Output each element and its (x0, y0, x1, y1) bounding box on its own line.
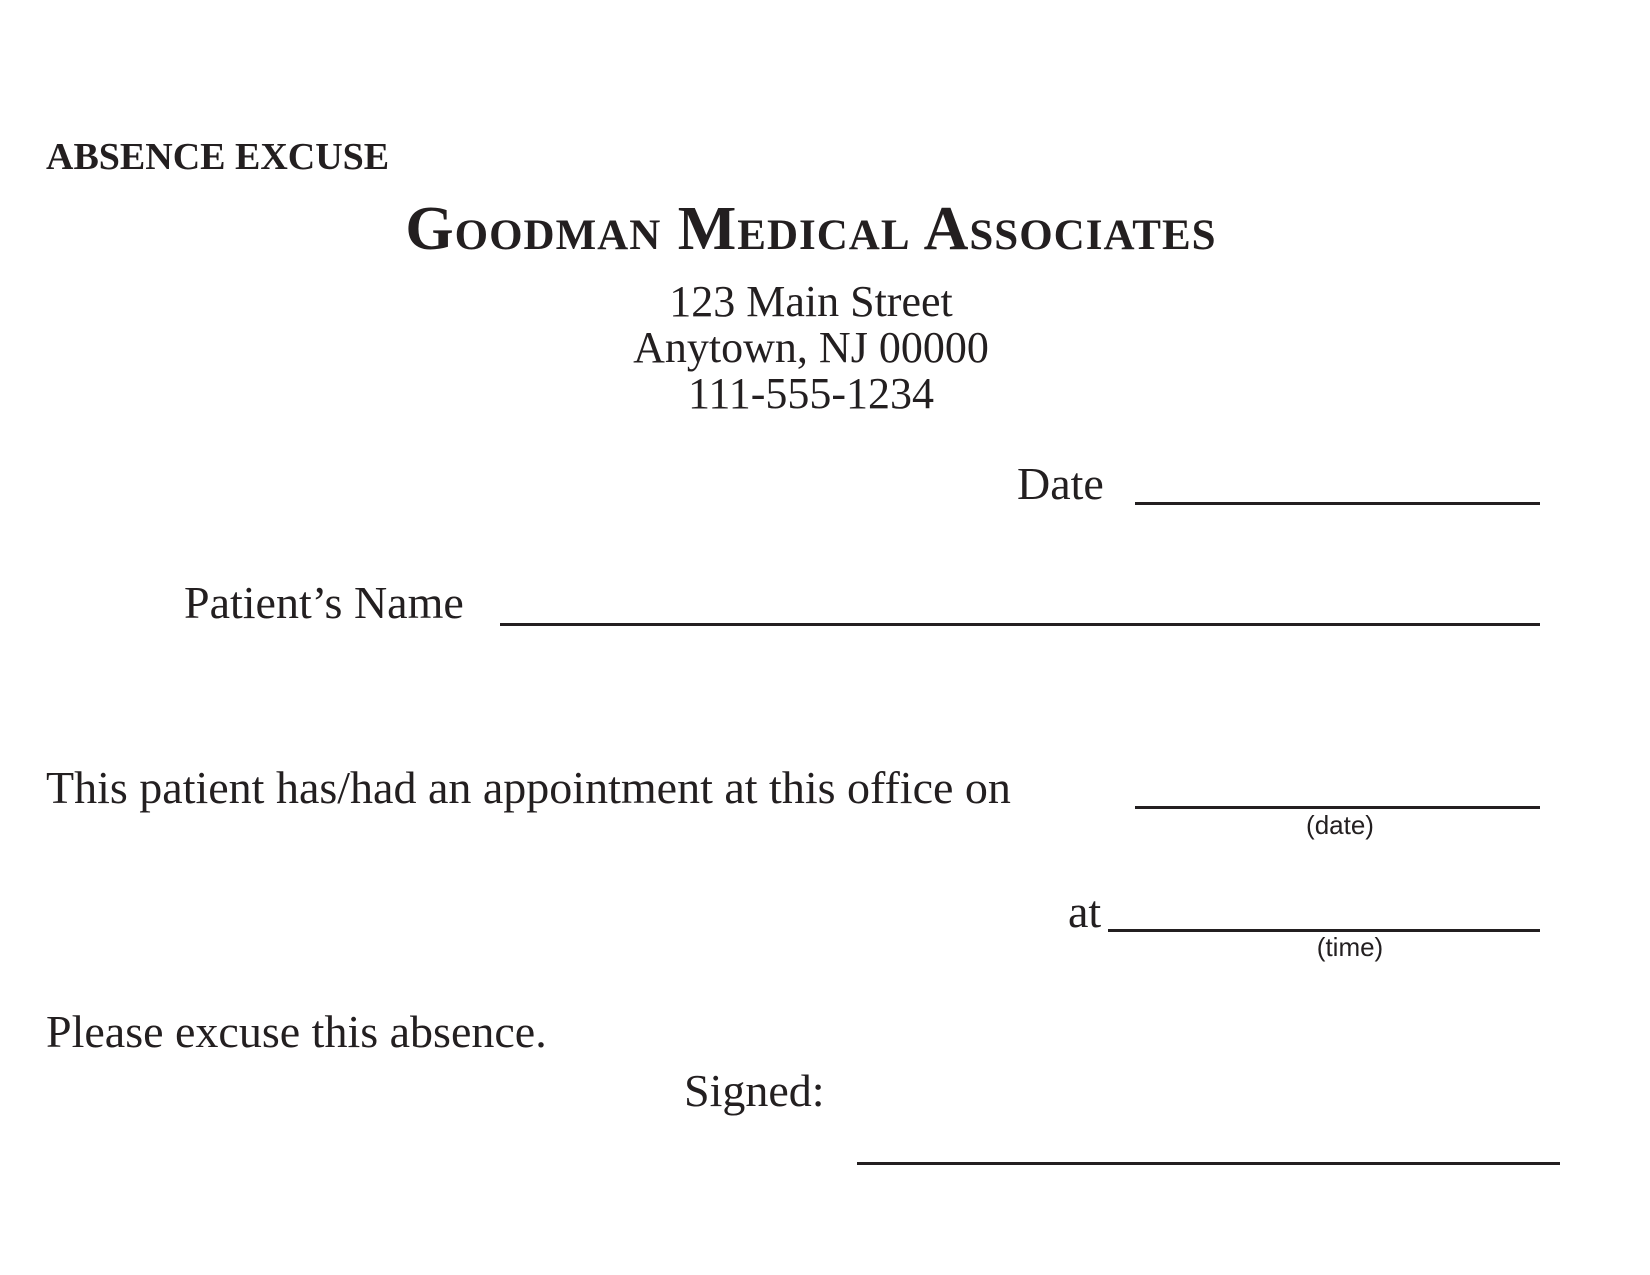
signature-field-line[interactable] (857, 1162, 1560, 1165)
appointment-date-field-line[interactable] (1135, 806, 1540, 809)
date-field-line[interactable] (1135, 502, 1540, 505)
practice-phone: 111-555-1234 (687, 369, 935, 418)
practice-street-address: 123 Main Street (669, 277, 953, 326)
patient-name-label: Patient’s Name (184, 577, 464, 628)
appointment-date-caption: (date) (1306, 810, 1374, 840)
appointment-at-label: at (1068, 886, 1102, 937)
form-heading: ABSENCE EXCUSE (46, 136, 390, 178)
practice-city-state-zip: Anytown, NJ 00000 (633, 323, 989, 372)
signed-label: Signed: (684, 1065, 825, 1116)
date-label: Date (1017, 458, 1104, 509)
excuse-statement: Please excuse this absence. (46, 1006, 547, 1057)
practice-name: Goodman Medical Associates (405, 195, 1217, 263)
appointment-time-caption: (time) (1316, 932, 1384, 962)
patient-name-field-line[interactable] (500, 623, 1540, 626)
appointment-statement: This patient has/had an appointment at this office on (46, 762, 1011, 813)
